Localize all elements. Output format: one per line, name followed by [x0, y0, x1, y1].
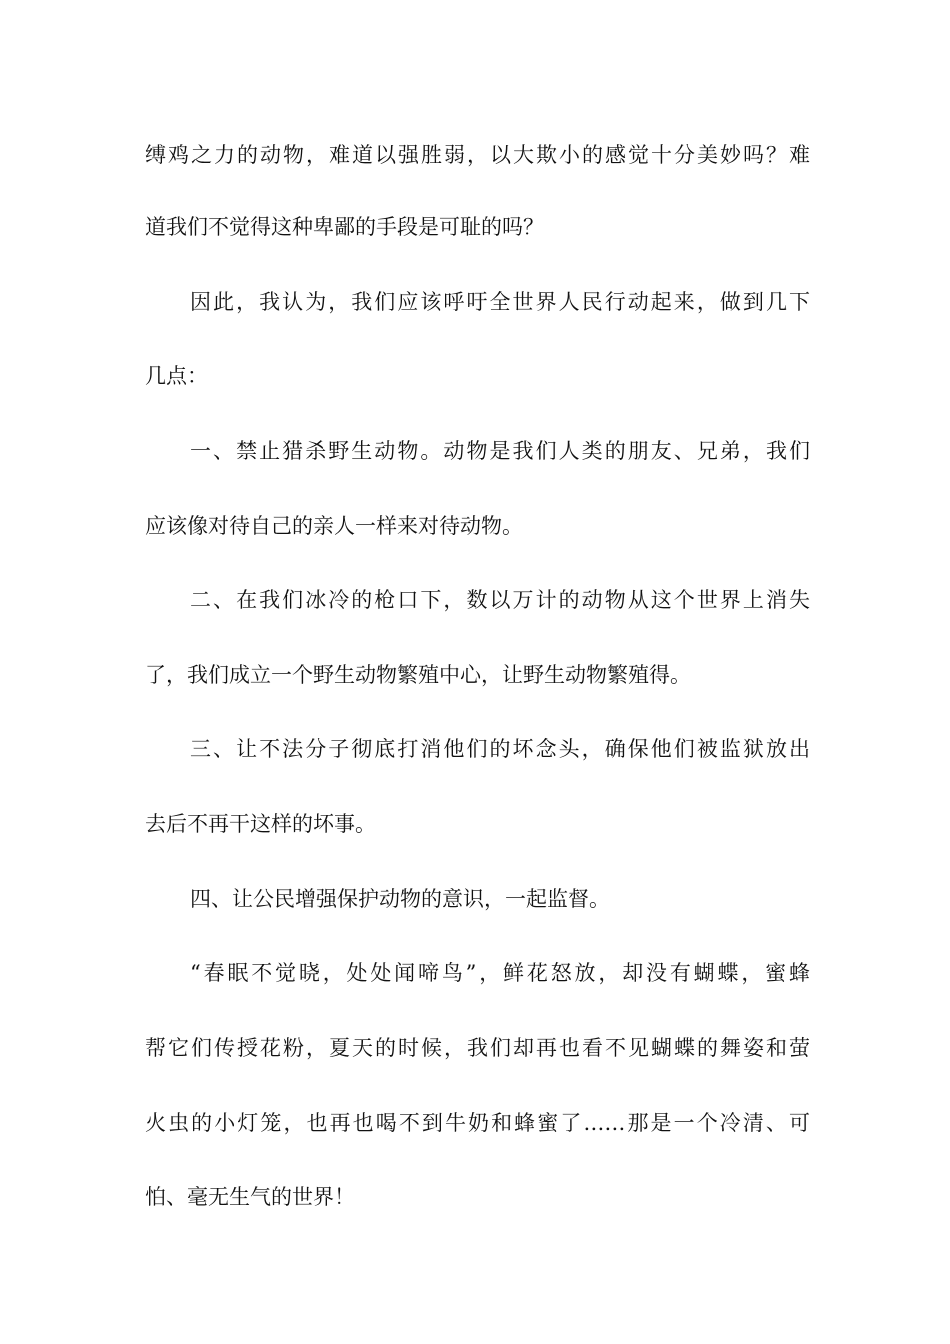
text-line: 去后不再干这样的坏事。	[145, 812, 376, 836]
paragraph-start-line: “春眠不觉晓，处处闻啼鸟”，鲜花怒放，却没有蝴蝶，蜜蜂	[190, 961, 810, 985]
list-item-2-line: 二、在我们冰冷的枪口下，数以万计的动物从这个世界上消失	[190, 588, 810, 612]
list-item-1-line: 一、禁止猎杀野生动物。动物是我们人类的朋友、兄弟，我们	[190, 439, 810, 463]
text-line: 几点：	[145, 364, 208, 388]
list-item-4-line: 四、让公民增强保护动物的意识，一起监督。	[190, 887, 610, 911]
paragraph-start-line: 因此，我认为，我们应该呼吁全世界人民行动起来，做到几下	[190, 290, 810, 314]
text-line: 怕、毫无生气的世界！	[145, 1185, 355, 1209]
text-line: 道我们不觉得这种卑鄙的手段是可耻的吗？	[145, 215, 544, 239]
text-line: 帮它们传授花粉，夏天的时候，我们却再也看不见蝴蝶的舞姿和萤	[145, 1036, 810, 1060]
text-line: 了，我们成立一个野生动物繁殖中心，让野生动物繁殖得。	[145, 663, 691, 687]
text-line: 火虫的小灯笼，也再也喝不到牛奶和蜂蜜了……那是一个冷清、可	[145, 1111, 810, 1135]
text-line: 应该像对待自己的亲人一样来对待动物。	[145, 514, 523, 538]
list-item-3-line: 三、让不法分子彻底打消他们的坏念头，确保他们被监狱放出	[190, 737, 810, 761]
text-line: 缚鸡之力的动物，难道以强胜弱，以大欺小的感觉十分美妙吗？难	[145, 143, 810, 167]
